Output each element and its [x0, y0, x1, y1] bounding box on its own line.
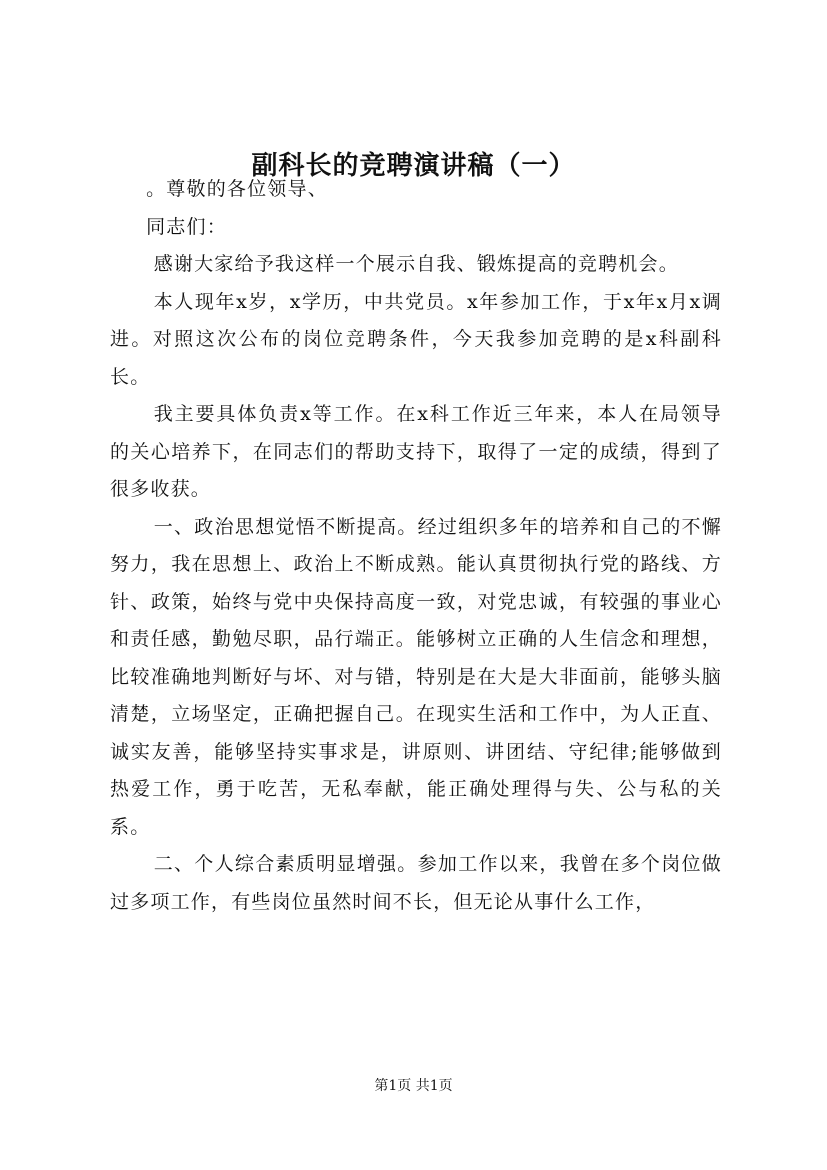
- body-paragraph: 一、政治思想觉悟不断提高。经过组织多年的培养和自己的不懈努力，我在思想上、政治上不断成熟。能认真贯彻执行党的路线、方针、政策，始终与党中央保持高度一致，对党忠诚，有较强的事业心和责任感，勤勉尽职，品行端正。能够树立正确的人生信念和理想，比较准确地判断好与坏、对与错，特别是在大是大非面前，能够头脑清楚，立场坚定，正确把握自己。在现实生活和工作中，为人正直、诚实友善，能够坚持实事求是，讲原则、讲团结、守纪律;能够做到热爱工作，勇于吃苦，无私奉献，能正确处理得与失、公与私的关系。: [110, 515, 722, 838]
- document-body: [110, 171, 722, 921]
- body-paragraph: 我主要具体负责x等工作。在x科工作近三年来，本人在局领导的关心培养下，在同志们的帮助支持下，取得了一定的成绩，得到了很多收获。: [110, 403, 722, 500]
- salutation-line: 同志们：: [146, 215, 227, 238]
- page-footer: 第1页 共1页: [374, 1078, 453, 1094]
- body-paragraph: 感谢大家给予我这样一个展示自我、锻炼提高的竞聘机会。: [153, 253, 679, 275]
- body-paragraph: 二、个人综合素质明显增强。参加工作以来，我曾在多个岗位做过多项工作，有些岗位虽然时间不长，但无论从事什么工作，: [110, 853, 722, 913]
- salutation-line: 。尊敬的各位领导、: [146, 178, 328, 200]
- body-paragraph: 本人现年x岁，x学历，中共党员。x年参加工作，于x年x月x调进。对照这次公布的岗位竞聘条件，今天我参加竞聘的是x科副科长。: [110, 290, 722, 388]
- page-title: 副科长的竞聘演讲稿（一）: [251, 151, 576, 181]
